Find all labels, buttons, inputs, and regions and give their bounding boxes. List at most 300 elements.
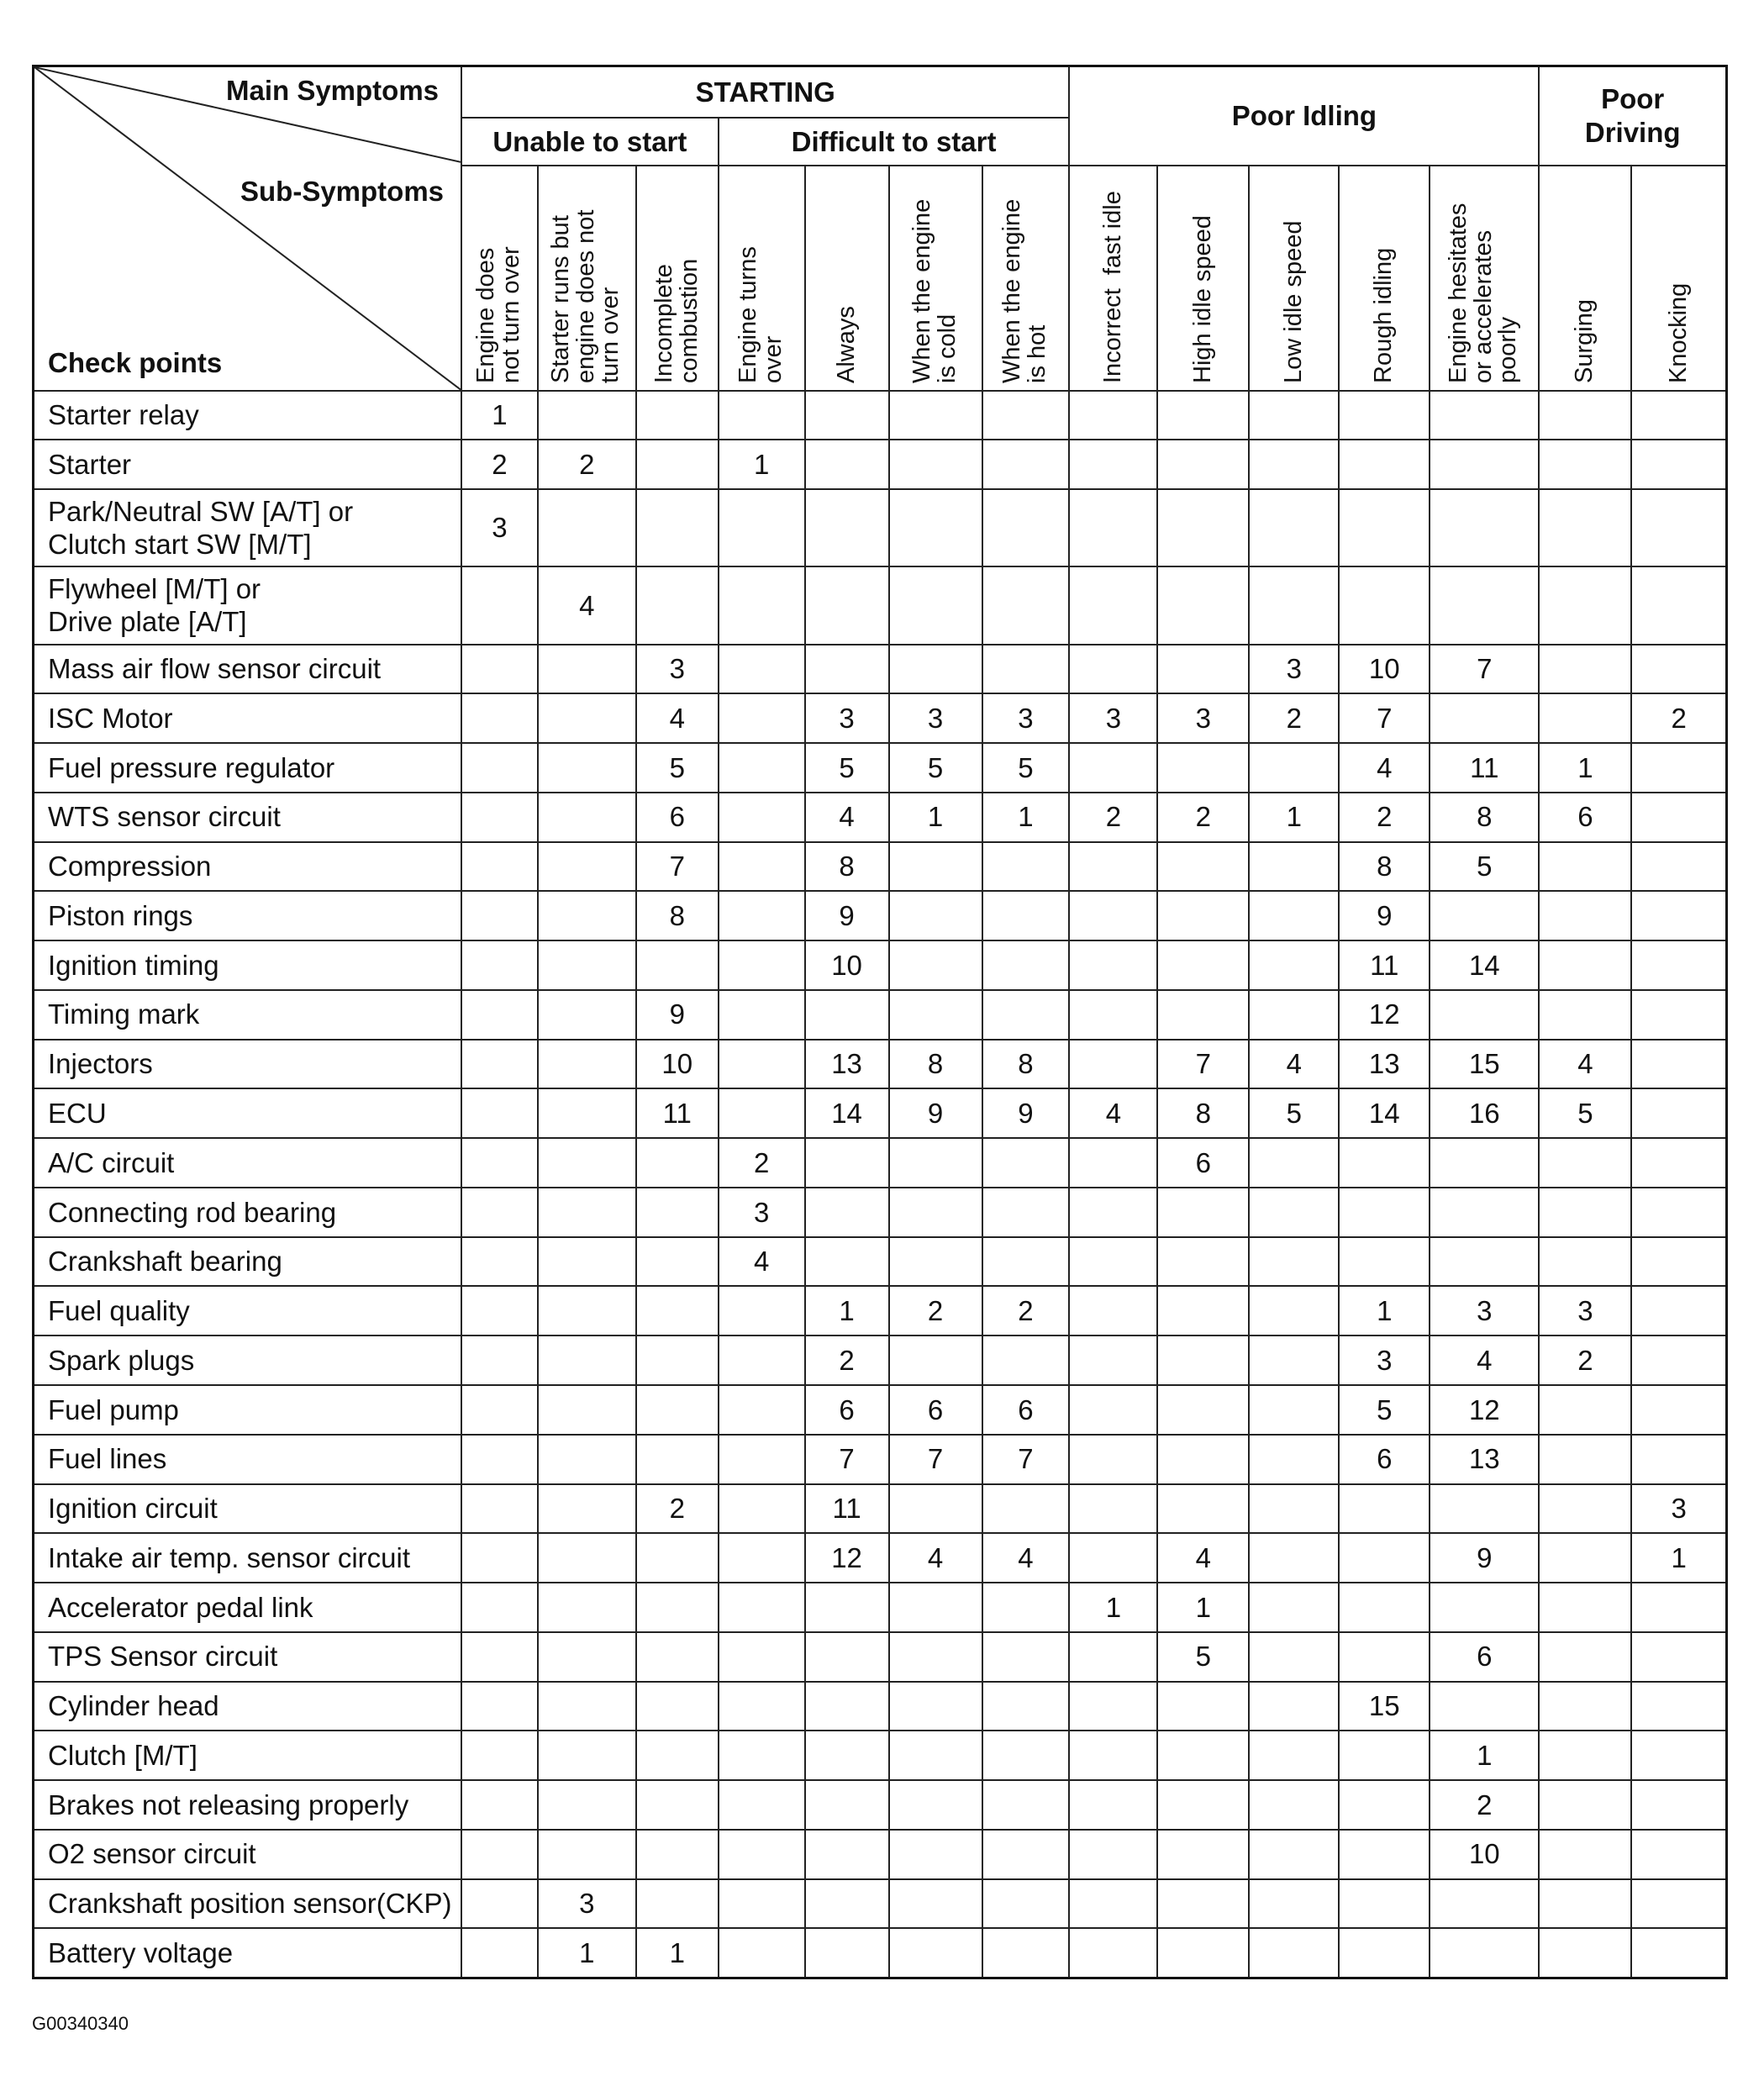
priority-cell bbox=[1339, 1237, 1430, 1287]
priority-cell bbox=[1539, 391, 1631, 440]
check-point-cell bbox=[34, 1286, 462, 1336]
priority-cell bbox=[538, 940, 636, 990]
priority-cell bbox=[1539, 940, 1631, 990]
priority-cell: 10 bbox=[1339, 645, 1430, 694]
priority-cell bbox=[1069, 1286, 1157, 1336]
priority-cell bbox=[1430, 990, 1539, 1040]
priority-cell bbox=[719, 1484, 805, 1534]
group-poor-idling: Poor Idling bbox=[1069, 66, 1539, 166]
priority-cell: 5 bbox=[636, 743, 719, 793]
table-row bbox=[34, 1435, 1727, 1484]
sub-symptom-header bbox=[719, 166, 805, 391]
priority-cell bbox=[461, 940, 538, 990]
priority-cell bbox=[1339, 1188, 1430, 1237]
priority-cell: 5 bbox=[805, 743, 889, 793]
check-point-label: TPS Sensor circuit bbox=[48, 1641, 278, 1673]
priority-cell bbox=[461, 842, 538, 892]
priority-cell bbox=[461, 1484, 538, 1534]
check-point-label: O2 sensor circuit bbox=[48, 1838, 256, 1870]
priority-cell bbox=[538, 990, 636, 1040]
priority-cell bbox=[1631, 1928, 1726, 1978]
table-row bbox=[34, 1830, 1727, 1879]
priority-cell bbox=[636, 1533, 719, 1583]
priority-cell bbox=[461, 1780, 538, 1830]
priority-cell bbox=[1631, 1385, 1726, 1435]
troubleshooting-table bbox=[32, 65, 1728, 1979]
priority-cell bbox=[1249, 1237, 1339, 1287]
priority-cell bbox=[889, 940, 982, 990]
priority-cell bbox=[719, 842, 805, 892]
priority-cell bbox=[1249, 1533, 1339, 1583]
sub-symptom-label bbox=[1000, 166, 1051, 383]
priority-cell bbox=[889, 1879, 982, 1929]
priority-cell: 16 bbox=[1430, 1088, 1539, 1138]
priority-cell bbox=[1157, 391, 1249, 440]
priority-cell: 11 bbox=[1430, 743, 1539, 793]
priority-cell bbox=[1069, 489, 1157, 566]
priority-cell bbox=[461, 1040, 538, 1089]
priority-cell bbox=[1249, 842, 1339, 892]
priority-cell bbox=[636, 1188, 719, 1237]
priority-cell bbox=[719, 1286, 805, 1336]
priority-cell bbox=[805, 1830, 889, 1879]
priority-cell bbox=[1339, 1731, 1430, 1780]
poor-driving-line: Poor bbox=[1601, 83, 1665, 115]
priority-cell bbox=[538, 891, 636, 940]
priority-cell: 8 bbox=[1157, 1088, 1249, 1138]
priority-cell bbox=[805, 1879, 889, 1929]
priority-cell bbox=[461, 891, 538, 940]
priority-cell bbox=[538, 743, 636, 793]
priority-cell bbox=[538, 1780, 636, 1830]
priority-cell: 5 bbox=[1339, 1385, 1430, 1435]
priority-cell bbox=[461, 1385, 538, 1435]
check-point-label: Park/Neutral SW [A/T] or bbox=[48, 495, 354, 527]
priority-cell bbox=[1539, 990, 1631, 1040]
sub-symptom-label bbox=[652, 166, 703, 383]
priority-cell bbox=[1339, 1928, 1430, 1978]
sub-symptoms-label: Sub-Symptoms bbox=[240, 176, 445, 207]
table-row bbox=[34, 1484, 1727, 1534]
check-point-label: Injectors bbox=[48, 1048, 153, 1080]
priority-cell bbox=[1631, 940, 1726, 990]
priority-cell bbox=[1069, 891, 1157, 940]
priority-cell: 3 bbox=[889, 693, 982, 743]
priority-cell bbox=[1339, 1632, 1430, 1682]
priority-cell bbox=[719, 1336, 805, 1385]
priority-cell: 12 bbox=[1339, 990, 1430, 1040]
sub-symptom-label bbox=[910, 166, 961, 383]
priority-cell bbox=[636, 1780, 719, 1830]
check-point-label: WTS sensor circuit bbox=[48, 801, 281, 833]
priority-cell bbox=[1430, 1879, 1539, 1929]
table-row bbox=[34, 1188, 1727, 1237]
priority-cell: 8 bbox=[636, 891, 719, 940]
priority-cell bbox=[1631, 1188, 1726, 1237]
priority-cell bbox=[719, 1632, 805, 1682]
check-point-cell bbox=[34, 842, 462, 892]
priority-cell bbox=[1631, 990, 1726, 1040]
priority-cell bbox=[1069, 1632, 1157, 1682]
priority-cell: 7 bbox=[982, 1435, 1070, 1484]
priority-cell: 3 bbox=[1539, 1286, 1631, 1336]
sub-symptom-line: When the engine bbox=[998, 198, 1026, 383]
priority-cell bbox=[1249, 1336, 1339, 1385]
priority-cell: 3 bbox=[1339, 1336, 1430, 1385]
priority-cell bbox=[1249, 1731, 1339, 1780]
priority-cell bbox=[1157, 440, 1249, 489]
priority-cell: 11 bbox=[636, 1088, 719, 1138]
priority-cell bbox=[636, 440, 719, 489]
priority-cell bbox=[1157, 1928, 1249, 1978]
sub-symptom-label bbox=[1098, 166, 1126, 383]
check-point-cell bbox=[34, 489, 462, 566]
check-point-cell bbox=[34, 1632, 462, 1682]
priority-cell bbox=[1631, 1237, 1726, 1287]
priority-cell bbox=[461, 1336, 538, 1385]
priority-cell bbox=[889, 1632, 982, 1682]
sub-symptom-label bbox=[1664, 166, 1692, 383]
priority-cell bbox=[982, 1583, 1070, 1632]
priority-cell: 1 bbox=[1631, 1533, 1726, 1583]
priority-cell bbox=[719, 1682, 805, 1731]
priority-cell bbox=[1069, 440, 1157, 489]
sub-symptom-line: Low idle speed bbox=[1279, 220, 1307, 383]
priority-cell bbox=[1157, 1385, 1249, 1435]
check-point-label: Drive plate [A/T] bbox=[48, 606, 247, 638]
priority-cell: 4 bbox=[1539, 1040, 1631, 1089]
priority-cell bbox=[461, 1879, 538, 1929]
sub-symptom-line: Starter runs but bbox=[547, 214, 575, 383]
priority-cell: 14 bbox=[1339, 1088, 1430, 1138]
sub-symptom-header bbox=[982, 166, 1070, 391]
priority-cell: 1 bbox=[636, 1928, 719, 1978]
table-row bbox=[34, 1928, 1727, 1978]
priority-cell bbox=[1157, 940, 1249, 990]
priority-cell: 2 bbox=[805, 1336, 889, 1385]
priority-cell bbox=[538, 391, 636, 440]
priority-cell: 2 bbox=[982, 1286, 1070, 1336]
priority-cell: 3 bbox=[1631, 1484, 1726, 1534]
priority-cell bbox=[719, 793, 805, 842]
priority-cell bbox=[1157, 1731, 1249, 1780]
table-row bbox=[34, 1682, 1727, 1731]
priority-cell bbox=[719, 1780, 805, 1830]
priority-cell bbox=[1430, 440, 1539, 489]
priority-cell bbox=[1069, 1336, 1157, 1385]
priority-cell bbox=[1339, 566, 1430, 644]
priority-cell bbox=[1539, 1188, 1631, 1237]
sub-symptom-line: Rough idling bbox=[1370, 247, 1398, 383]
check-point-cell bbox=[34, 1435, 462, 1484]
priority-cell bbox=[636, 940, 719, 990]
priority-cell bbox=[1249, 1385, 1339, 1435]
priority-cell bbox=[805, 1237, 889, 1287]
sub-symptom-line: is hot bbox=[1024, 324, 1051, 383]
check-point-cell bbox=[34, 793, 462, 842]
sub-symptom-line: When the engine bbox=[908, 198, 935, 383]
check-point-label: Crankshaft position sensor(CKP) bbox=[48, 1888, 452, 1920]
priority-cell: 4 bbox=[982, 1533, 1070, 1583]
priority-cell bbox=[636, 391, 719, 440]
priority-cell bbox=[1249, 566, 1339, 644]
check-point-label: Battery voltage bbox=[48, 1936, 234, 1968]
priority-cell bbox=[982, 1138, 1070, 1188]
sub-symptom-header bbox=[1339, 166, 1430, 391]
priority-cell bbox=[889, 1188, 982, 1237]
priority-cell bbox=[1069, 1879, 1157, 1929]
check-point-cell bbox=[34, 1583, 462, 1632]
priority-cell bbox=[889, 1830, 982, 1879]
priority-cell: 11 bbox=[805, 1484, 889, 1534]
check-point-label: Ignition circuit bbox=[48, 1493, 218, 1525]
main-symptoms-label: Main Symptoms bbox=[225, 75, 440, 106]
priority-cell bbox=[1539, 1583, 1631, 1632]
priority-cell bbox=[1631, 440, 1726, 489]
priority-cell bbox=[982, 1731, 1070, 1780]
priority-cell bbox=[982, 440, 1070, 489]
priority-cell bbox=[1339, 1830, 1430, 1879]
poor-driving-line: Driving bbox=[1584, 117, 1681, 149]
priority-cell bbox=[1249, 440, 1339, 489]
priority-cell: 9 bbox=[636, 990, 719, 1040]
priority-cell bbox=[461, 1928, 538, 1978]
sub-symptom-header bbox=[805, 166, 889, 391]
priority-cell: 6 bbox=[1539, 793, 1631, 842]
priority-cell: 12 bbox=[1430, 1385, 1539, 1435]
priority-cell: 9 bbox=[1430, 1533, 1539, 1583]
priority-cell bbox=[1249, 1435, 1339, 1484]
priority-cell bbox=[719, 1088, 805, 1138]
priority-cell: 12 bbox=[805, 1533, 889, 1583]
priority-cell bbox=[1249, 489, 1339, 566]
priority-cell: 7 bbox=[1157, 1040, 1249, 1089]
priority-cell bbox=[805, 990, 889, 1040]
sub-symptom-line: over bbox=[759, 335, 787, 383]
priority-cell bbox=[982, 489, 1070, 566]
priority-cell bbox=[636, 1830, 719, 1879]
priority-cell bbox=[1539, 1385, 1631, 1435]
priority-cell bbox=[461, 1632, 538, 1682]
check-point-cell bbox=[34, 1879, 462, 1929]
priority-cell: 2 bbox=[1631, 693, 1726, 743]
priority-cell bbox=[889, 1237, 982, 1287]
priority-cell bbox=[461, 743, 538, 793]
priority-cell: 5 bbox=[889, 743, 982, 793]
priority-cell bbox=[805, 440, 889, 489]
priority-cell bbox=[1069, 645, 1157, 694]
priority-cell bbox=[636, 1583, 719, 1632]
check-point-cell bbox=[34, 1385, 462, 1435]
priority-cell bbox=[889, 1336, 982, 1385]
table-row bbox=[34, 1879, 1727, 1929]
check-point-cell bbox=[34, 1138, 462, 1188]
priority-cell bbox=[1249, 1780, 1339, 1830]
priority-cell bbox=[1539, 1682, 1631, 1731]
priority-cell: 1 bbox=[1069, 1583, 1157, 1632]
check-point-label: Clutch start SW [M/T] bbox=[48, 529, 312, 561]
priority-cell: 1 bbox=[889, 793, 982, 842]
priority-cell bbox=[1539, 1731, 1631, 1780]
priority-cell bbox=[1539, 1484, 1631, 1534]
priority-cell bbox=[805, 1583, 889, 1632]
priority-cell bbox=[1539, 1435, 1631, 1484]
priority-cell bbox=[719, 990, 805, 1040]
priority-cell bbox=[1631, 1731, 1726, 1780]
priority-cell: 6 bbox=[636, 793, 719, 842]
priority-cell bbox=[1430, 1138, 1539, 1188]
check-point-label: Mass air flow sensor circuit bbox=[48, 653, 382, 685]
sub-symptom-line: Incorrect fast idle bbox=[1098, 190, 1126, 383]
priority-cell bbox=[1157, 842, 1249, 892]
sub-symptom-label bbox=[1572, 166, 1598, 383]
sub-symptom-header bbox=[461, 166, 538, 391]
priority-cell bbox=[538, 1682, 636, 1731]
sub-symptom-line: or accelerates bbox=[1469, 229, 1497, 383]
priority-cell bbox=[1249, 1484, 1339, 1534]
priority-cell bbox=[1631, 645, 1726, 694]
sub-symptom-label bbox=[1279, 166, 1307, 383]
priority-cell bbox=[1157, 566, 1249, 644]
priority-cell bbox=[538, 1484, 636, 1534]
priority-cell bbox=[1157, 1435, 1249, 1484]
check-point-cell bbox=[34, 1533, 462, 1583]
priority-cell bbox=[1539, 1830, 1631, 1879]
sub-symptom-header bbox=[1430, 166, 1539, 391]
priority-cell bbox=[461, 1088, 538, 1138]
priority-cell: 2 bbox=[889, 1286, 982, 1336]
priority-cell bbox=[1249, 891, 1339, 940]
priority-cell bbox=[1157, 1286, 1249, 1336]
priority-cell bbox=[1539, 891, 1631, 940]
priority-cell bbox=[1631, 1040, 1726, 1089]
priority-cell bbox=[1631, 1583, 1726, 1632]
priority-cell bbox=[805, 566, 889, 644]
priority-cell bbox=[1339, 440, 1430, 489]
priority-cell bbox=[636, 1138, 719, 1188]
table-row bbox=[34, 743, 1727, 793]
check-point-label: Starter relay bbox=[48, 399, 199, 431]
priority-cell bbox=[1539, 1632, 1631, 1682]
sub-symptom-line: poorly bbox=[1494, 316, 1522, 383]
sub-symptom-line: not turn over bbox=[498, 245, 524, 383]
priority-cell: 9 bbox=[982, 1088, 1070, 1138]
check-point-label: Starter bbox=[48, 448, 132, 480]
priority-cell bbox=[538, 489, 636, 566]
priority-cell bbox=[719, 1435, 805, 1484]
priority-cell bbox=[1069, 940, 1157, 990]
table-row bbox=[34, 891, 1727, 940]
priority-cell bbox=[982, 1336, 1070, 1385]
priority-cell bbox=[1157, 1237, 1249, 1287]
priority-cell bbox=[1339, 1138, 1430, 1188]
priority-cell bbox=[461, 1731, 538, 1780]
sub-symptom-label bbox=[1446, 166, 1522, 383]
priority-cell bbox=[538, 1731, 636, 1780]
priority-cell bbox=[1249, 1188, 1339, 1237]
check-point-label: Accelerator pedal link bbox=[48, 1591, 313, 1623]
priority-cell: 6 bbox=[1430, 1632, 1539, 1682]
priority-cell bbox=[1539, 842, 1631, 892]
table-row bbox=[34, 842, 1727, 892]
priority-cell bbox=[1631, 1632, 1726, 1682]
priority-cell bbox=[538, 1040, 636, 1089]
table-row bbox=[34, 391, 1727, 440]
sub-symptom-line: High idle speed bbox=[1188, 214, 1216, 383]
table-row bbox=[34, 489, 1727, 566]
priority-cell bbox=[1157, 1484, 1249, 1534]
check-point-label: Fuel lines bbox=[48, 1443, 167, 1475]
priority-cell: 1 bbox=[461, 391, 538, 440]
priority-cell bbox=[538, 1632, 636, 1682]
priority-cell bbox=[719, 891, 805, 940]
priority-cell bbox=[805, 1731, 889, 1780]
priority-cell: 4 bbox=[1430, 1336, 1539, 1385]
priority-cell: 9 bbox=[889, 1088, 982, 1138]
check-point-label: Compression bbox=[48, 851, 212, 882]
priority-cell bbox=[1539, 1879, 1631, 1929]
check-point-label: Intake air temp. sensor circuit bbox=[48, 1541, 410, 1573]
check-point-label: ISC Motor bbox=[48, 702, 173, 734]
check-point-cell bbox=[34, 940, 462, 990]
priority-cell: 6 bbox=[1157, 1138, 1249, 1188]
check-point-label: Fuel quality bbox=[48, 1295, 190, 1327]
priority-cell bbox=[1430, 1583, 1539, 1632]
check-point-label: Connecting rod bearing bbox=[48, 1196, 337, 1228]
sub-symptom-header bbox=[1157, 166, 1249, 391]
priority-cell bbox=[1249, 391, 1339, 440]
priority-cell bbox=[1157, 1879, 1249, 1929]
priority-cell: 2 bbox=[538, 440, 636, 489]
check-point-cell bbox=[34, 391, 462, 440]
priority-cell bbox=[1430, 1484, 1539, 1534]
priority-cell bbox=[1631, 793, 1726, 842]
sub-symptom-line: is cold bbox=[933, 313, 961, 383]
priority-cell bbox=[719, 489, 805, 566]
priority-cell bbox=[982, 645, 1070, 694]
priority-cell: 10 bbox=[636, 1040, 719, 1089]
priority-cell bbox=[982, 1188, 1070, 1237]
sub-symptom-label bbox=[1188, 166, 1216, 383]
priority-cell bbox=[1339, 1780, 1430, 1830]
priority-cell bbox=[1430, 1928, 1539, 1978]
priority-cell: 6 bbox=[889, 1385, 982, 1435]
check-point-cell bbox=[34, 1040, 462, 1089]
priority-cell bbox=[1631, 1435, 1726, 1484]
priority-cell bbox=[805, 1138, 889, 1188]
priority-cell bbox=[538, 1237, 636, 1287]
priority-cell bbox=[889, 645, 982, 694]
priority-cell: 14 bbox=[805, 1088, 889, 1138]
check-point-label: Flywheel [M/T] or bbox=[48, 572, 261, 604]
priority-cell: 1 bbox=[1539, 743, 1631, 793]
priority-cell bbox=[719, 693, 805, 743]
check-point-cell bbox=[34, 1682, 462, 1731]
priority-cell bbox=[982, 1780, 1070, 1830]
priority-cell bbox=[1631, 1879, 1726, 1929]
priority-cell bbox=[1069, 391, 1157, 440]
table-row bbox=[34, 940, 1727, 990]
diagonal-divider-lines bbox=[34, 67, 461, 390]
priority-cell bbox=[461, 1188, 538, 1237]
priority-cell bbox=[1157, 645, 1249, 694]
sub-symptom-header bbox=[1539, 166, 1631, 391]
priority-cell bbox=[982, 391, 1070, 440]
priority-cell bbox=[1069, 1533, 1157, 1583]
priority-cell: 7 bbox=[1430, 645, 1539, 694]
priority-cell bbox=[1430, 391, 1539, 440]
priority-cell bbox=[982, 1830, 1070, 1879]
